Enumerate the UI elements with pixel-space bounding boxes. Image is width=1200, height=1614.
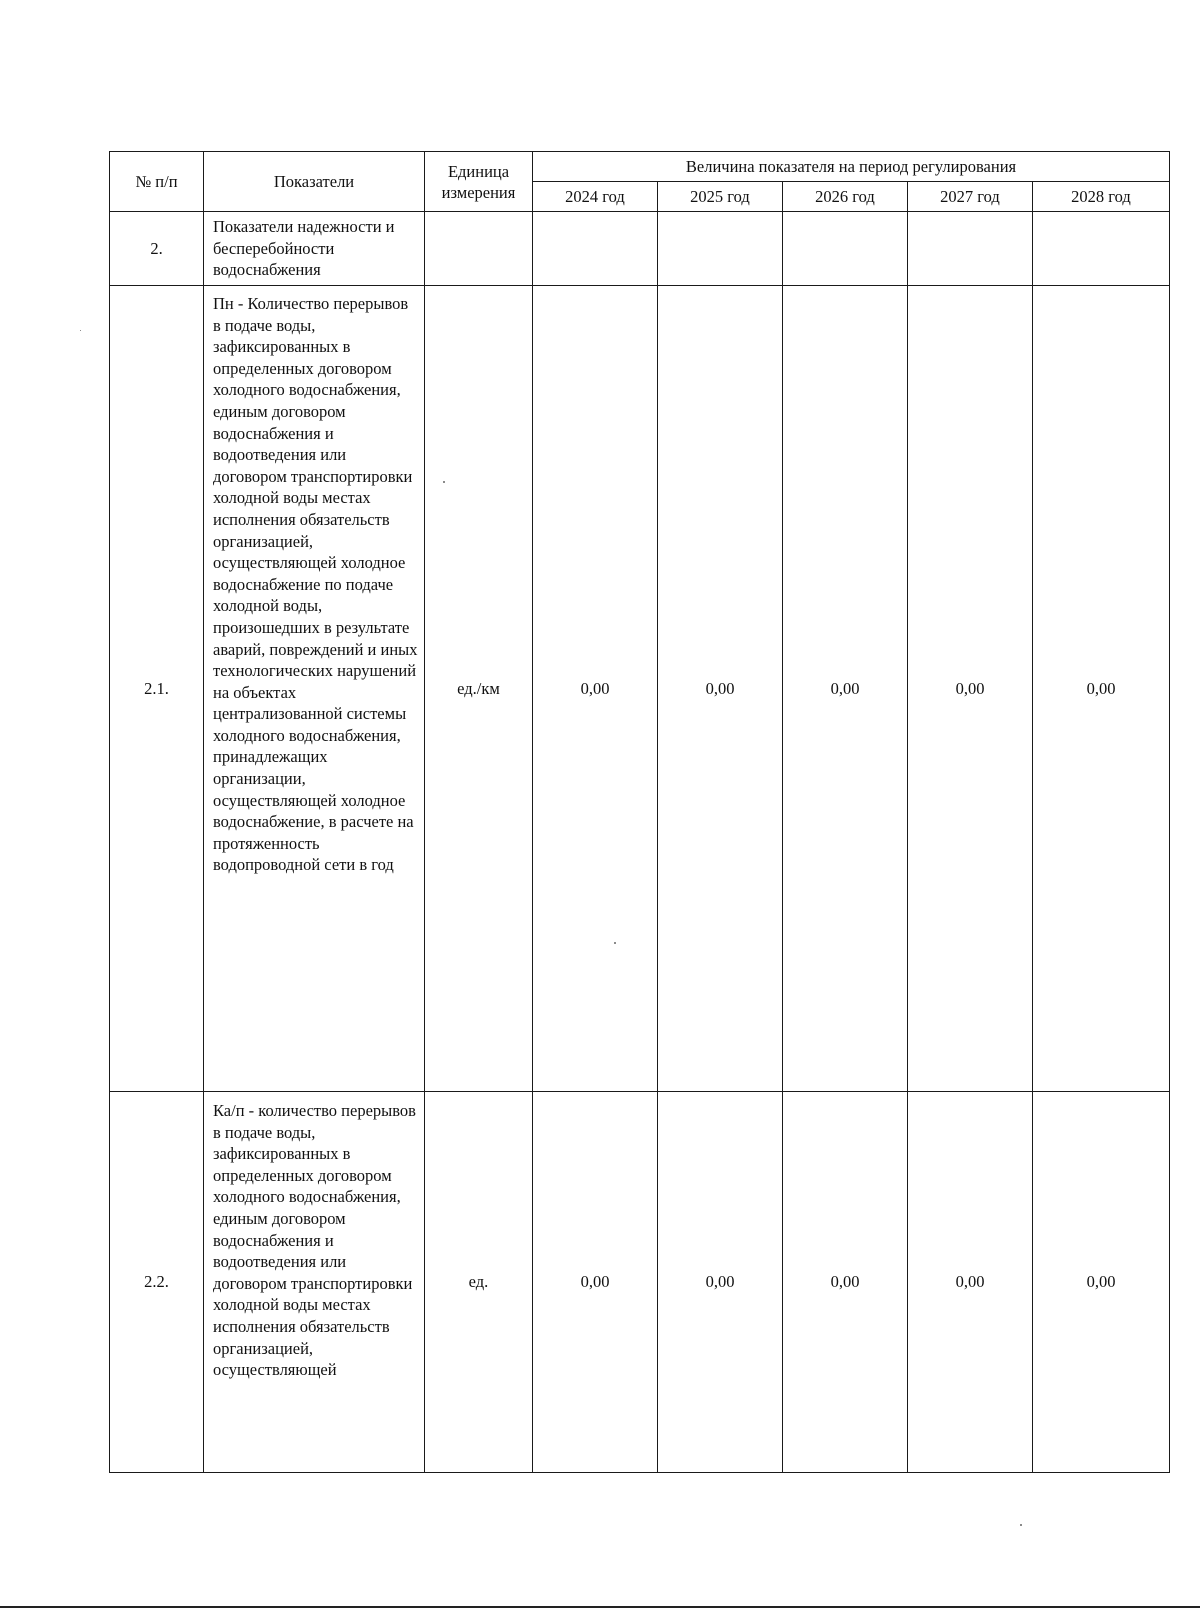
- row-value-2027: 0,00: [908, 286, 1033, 1092]
- row-value-2027: [908, 212, 1033, 286]
- scan-edge-line: [0, 1606, 1200, 1608]
- row-value-2025: [658, 212, 783, 286]
- header-year-2028: 2028 год: [1033, 182, 1170, 212]
- table-row-section: [110, 212, 1170, 286]
- row-value-2027: 0,00: [908, 1092, 1033, 1473]
- header-year-2024: 2024 год: [533, 182, 658, 212]
- row-indicator: Показатели надежности и бесперебойности водоснабжения: [204, 212, 425, 286]
- row-value-2025: 0,00: [658, 1092, 783, 1473]
- row-value-2026: 0,00: [783, 1092, 908, 1473]
- header-period: Величина показателя на период регулирования: [533, 152, 1170, 182]
- header-unit: Единица измерения: [425, 152, 533, 212]
- scan-speck: [614, 942, 616, 944]
- row-value-2026: 0,00: [783, 286, 908, 1092]
- row-value-2025: 0,00: [658, 286, 783, 1092]
- row-unit: ед.: [425, 1092, 533, 1473]
- row-indicator: Ка/п - количество перерывов в подаче воды, зафиксированных в определенных договором холодного водоснабжения, единым договором водоснабжения и водоотведения или договором транспортировки холодной воды местах исполнения обязательств организацией, осуществляющей: [204, 1092, 425, 1473]
- row-value-2024: 0,00: [533, 286, 658, 1092]
- row-num: 2.1.: [110, 286, 204, 1092]
- table-row: [110, 1092, 1170, 1473]
- header-year-2026: 2026 год: [783, 182, 908, 212]
- row-value-2026: [783, 212, 908, 286]
- row-unit: ед./км: [425, 286, 533, 1092]
- row-unit: [425, 212, 533, 286]
- table-header: [110, 152, 1170, 212]
- row-value-2028: 0,00: [1033, 286, 1170, 1092]
- scan-speck: [443, 481, 445, 483]
- row-value-2028: 0,00: [1033, 1092, 1170, 1473]
- header-indicator: Показатели: [204, 152, 425, 212]
- scan-speck: [80, 330, 81, 331]
- row-indicator: Пн - Количество перерывов в подаче воды, зафиксированных в определенных договором холодного водоснабжения, единым договором водоснабжения и водоотведения или договором транспортировки холодной воды местах исполнения обязательств организацией, осуществляющей холодное водоснабжение по подаче холодной воды, произошедших в результате аварий, повреждений и иных технологических нарушений на объектах централизованной системы холодного водоснабжения, принадлежащих организации, осуществляющей холодное водоснабжение, в расчете на протяженность водопроводной сети в год: [204, 286, 425, 1092]
- header-year-2025: 2025 год: [658, 182, 783, 212]
- table-row: [110, 286, 1170, 1092]
- row-value-2028: [1033, 212, 1170, 286]
- row-value-2024: [533, 212, 658, 286]
- header-num: № п/п: [110, 152, 204, 212]
- scan-speck: [1020, 1524, 1022, 1526]
- row-value-2024: 0,00: [533, 1092, 658, 1473]
- row-num: 2.2.: [110, 1092, 204, 1473]
- row-num: 2.: [110, 212, 204, 286]
- indicators-table: [109, 151, 1170, 1473]
- header-year-2027: 2027 год: [908, 182, 1033, 212]
